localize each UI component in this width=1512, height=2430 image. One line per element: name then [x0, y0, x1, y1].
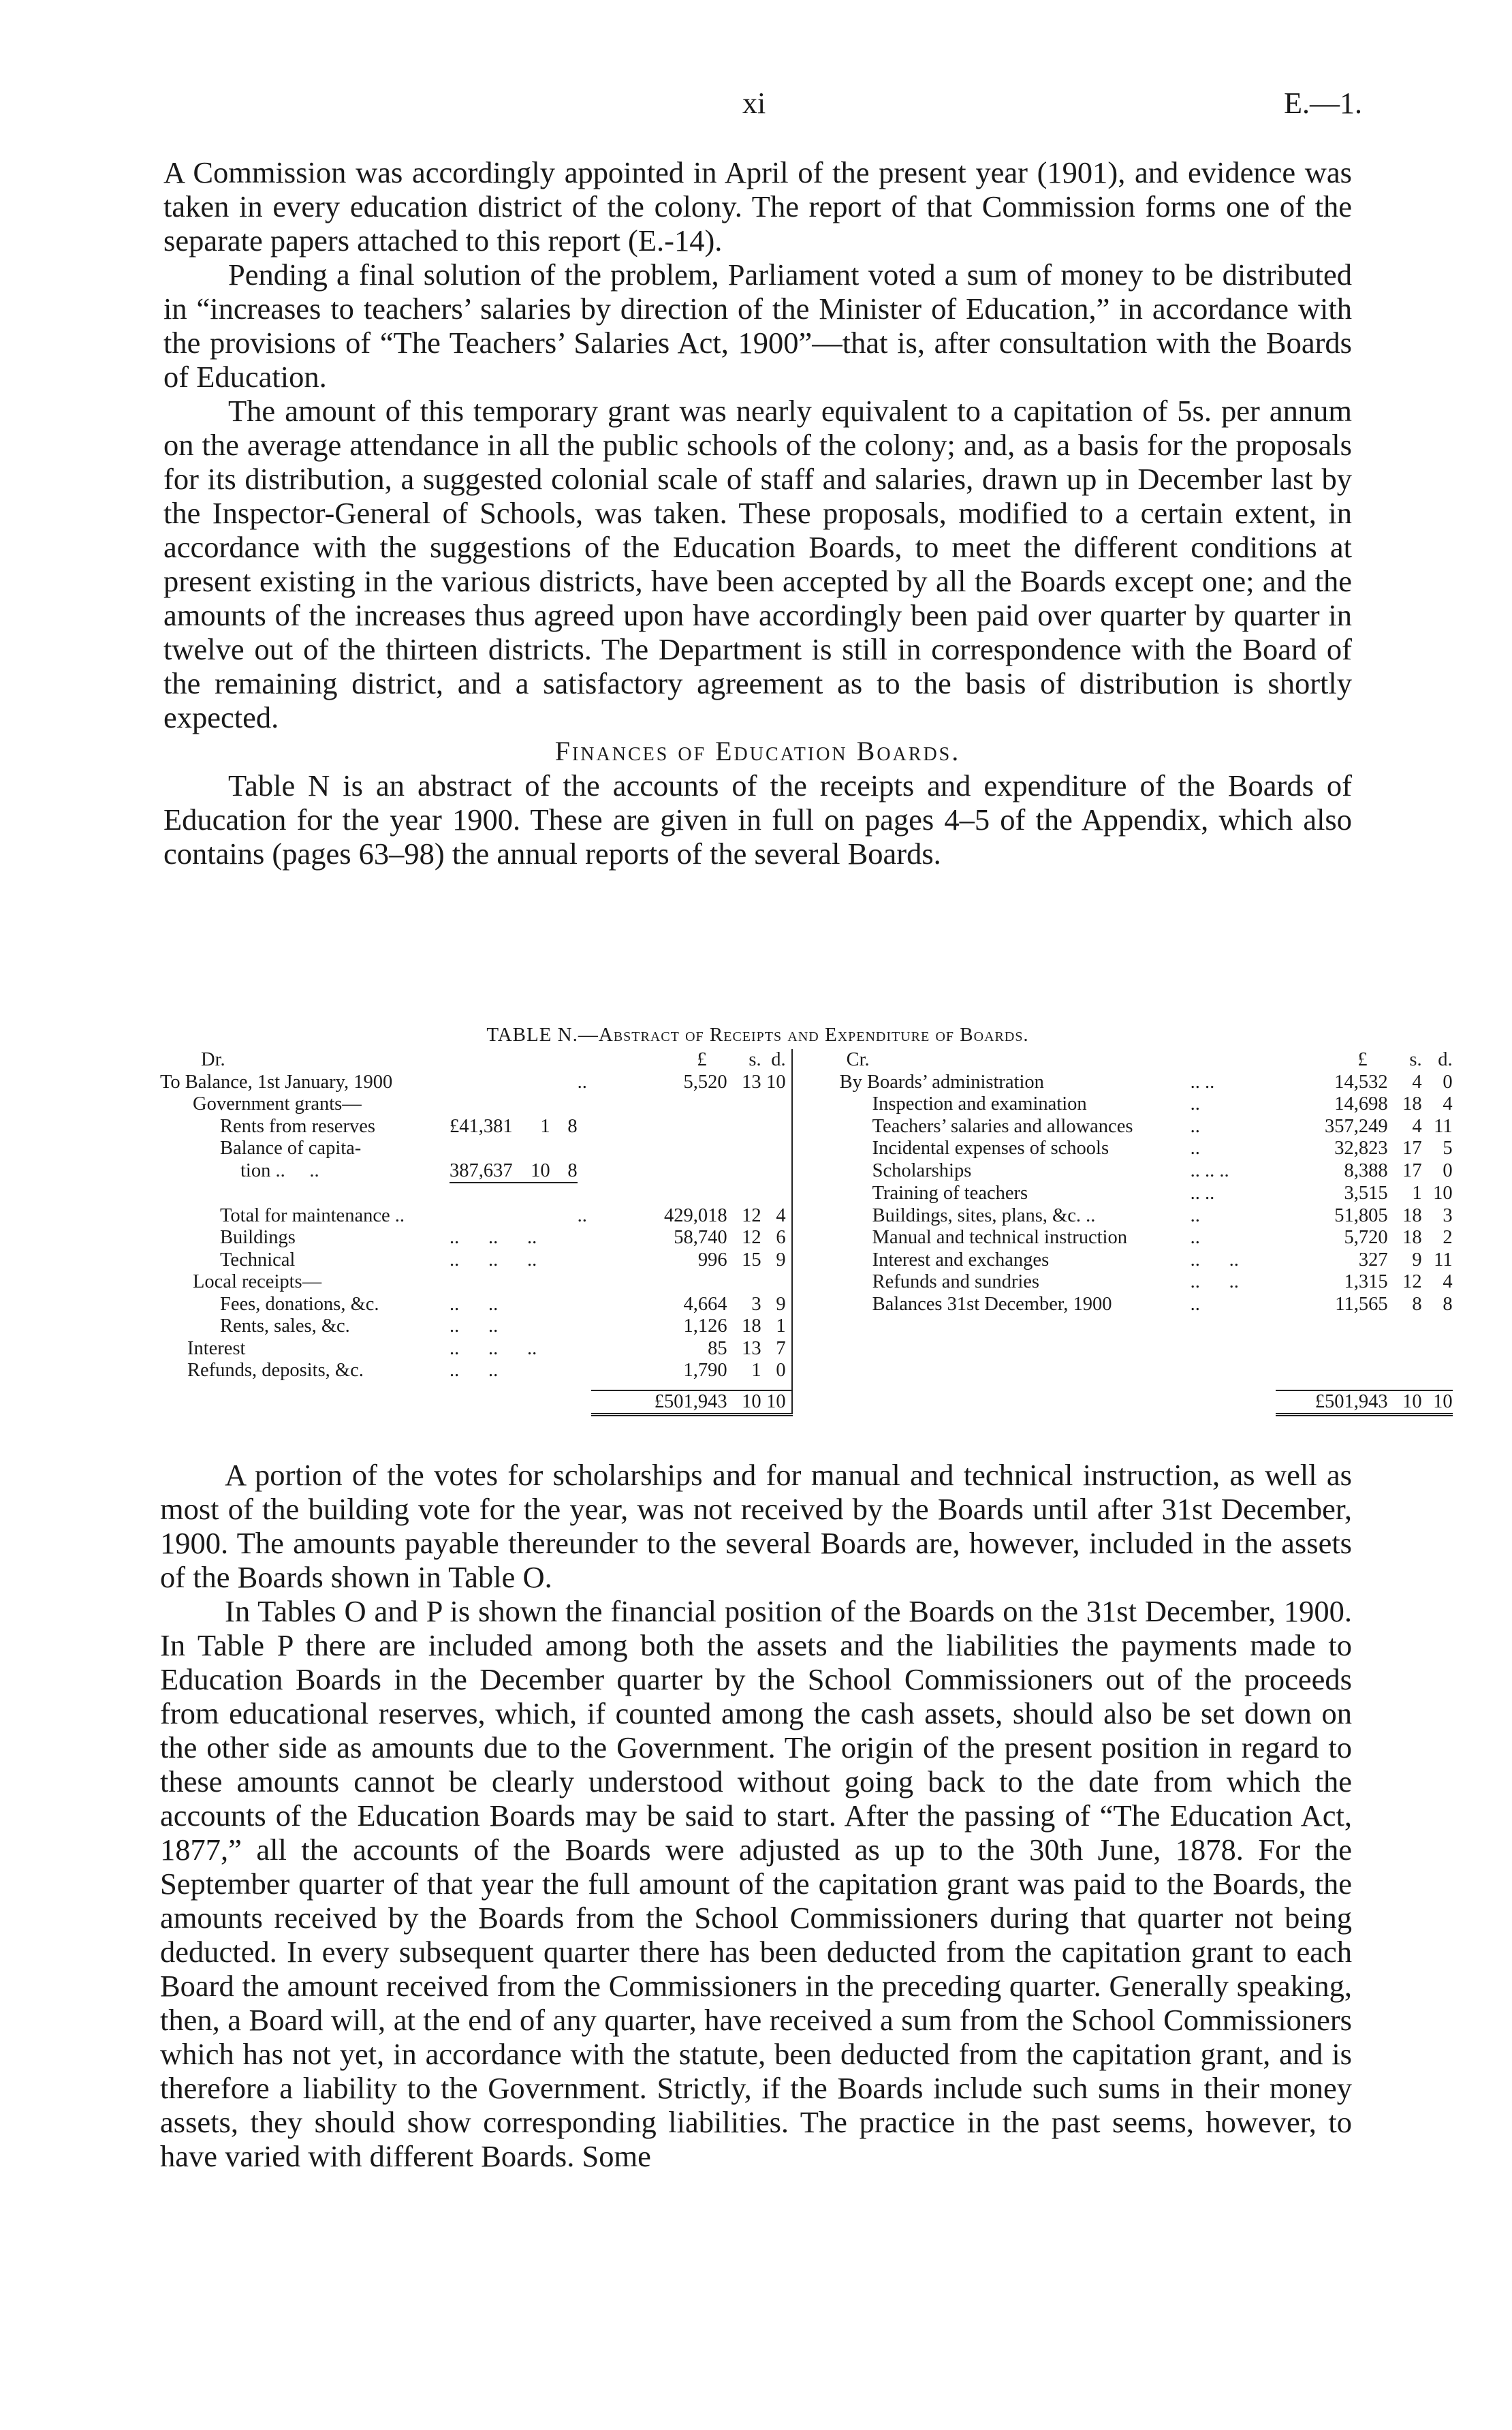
left-pence-header: d.	[771, 1049, 786, 1070]
paragraph-pending: Pending a final solution of the problem, Parliament voted a sum of money to be distributed in “increases to teachers’ salaries by direction of the Minister of Education,” in accordance with the provisions of “The Teachers’ Salaries Act, 1900”—that is, after consultation with the Boards of Education.	[163, 258, 1352, 394]
right-pence-header: d.	[1438, 1049, 1453, 1070]
top-text-block	[163, 155, 1352, 871]
paragraph-votes-portion: A portion of the votes for scholarships and for manual and technical instruction, as well as most of the building vote for the year, was not received by the Boards until after 31st December, 1900. The amounts payable thereunder to the several Boards are, however, included in the assets of the Boards shown in Table O.	[160, 1458, 1352, 1594]
paragraph-tables-o-p: In Tables O and P is shown the financial position of the Boards on the 31st December, 1900. In Table P there are included among both the assets and the liabilities the payments made to Education Boards in the December quarter by the School Commissioners out of the proceeds from educational reserves, which, if counted among the cash assets, should also be set down on the other side as amounts due to the Government. The origin of the present position in regard to these amounts cannot be clearly understood without going back to the date from which the accounts of the Education Boards may be said to start. After the passing of “The Education Act, 1877,” all the accounts of the Boards were adjusted as up to the 30th June, 1878. For the September quarter of that year the full amount of the capitation grant was paid to the Boards, the amounts received by the Boards from the School Commissioners during that quarter not being deducted. In every subsequent quarter there has been deducted from the capitation grant to each Board the amount received from the Commissioners in the preceding quarter. Generally speaking, then, a Board will, at the end of any quarter, have received a sum from the School Commissioners which has not yet, in accordance with the statute, been deducted from the capitation grant, and is therefore a liability to the Government. Strictly, if the Boards include such sums in their money assets, they should show corresponding liabilities. The practice in the past seems, however, to have varied with different Boards. Some	[160, 1594, 1352, 2173]
table-row: Rents from reserves £41,381 1 8 Teachers’ salaries and allowances .. 357,249 4 11	[220, 1115, 1453, 1137]
table-row: Buildings .. .. .. 58,740 12 6 Manual and technical instruction .. 5,720 18 2	[220, 1227, 1453, 1248]
table-n-title-rest: Abstract of Receipts and Expenditure of Boards.	[598, 1024, 1029, 1046]
table-n	[160, 1049, 1453, 1416]
table-row: Local receipts— Refunds and sundries .. .. 1,315 12 4	[193, 1271, 1453, 1292]
left-shillings-header: s.	[749, 1049, 761, 1070]
table-row: Training of teachers .. .. 3,515 1 10	[160, 1183, 1453, 1205]
table-row: Total for maintenance .. .. 429,018 12 4 Buildings, sites, plans, &c. .. .. 51,805 18 3	[220, 1204, 1453, 1226]
table-n-title	[163, 1023, 1352, 1046]
cr-label: Cr.	[846, 1049, 870, 1070]
paragraph-commission: A Commission was accordingly appointed in April of the present year (1901), and evidence was taken in every education district of the colony. The report of that Commission forms one of the separate papers attached to this report (E.-14).	[163, 155, 1352, 258]
right-shillings-header: s.	[1409, 1049, 1422, 1070]
dr-label: Dr.	[201, 1049, 225, 1070]
table-row: Government grants— Inspection and examination .. 14,698 18 4	[193, 1093, 1453, 1115]
table-row: Fees, donations, &c. .. .. 4,664 3 9 Balances 31st December, 1900 .. 11,565 8 8	[220, 1293, 1453, 1315]
bottom-text-block	[160, 1458, 1352, 2173]
table-header-row	[160, 1049, 1453, 1072]
paragraph-table-n-intro: Table N is an abstract of the accounts of the receipts and expenditure of the Boards of Education for the year 1900. These are given in full on pages 4–5 of the Appendix, which also contains (pages 63–98) the annual reports of the several Boards.	[163, 768, 1352, 871]
table-row: Refunds, deposits, &c. .. .. 1,790 1 0	[160, 1360, 1453, 1382]
paragraph-temporary-grant: The amount of this temporary grant was nearly equivalent to a capitation of 5s. per annum on the average attendance in all the public schools of the colony; and, as a basis for the proposals for its distribution, a suggested colonial scale of staff and salaries, drawn up in December last by the Inspector-General of Schools, was taken. These proposals, modified to a certain extent, in accordance with the suggestions of the Education Boards, to meet the different conditions at present existing in the various districts, have been accepted by all the Boards except one; and the amounts of the increases thus agreed upon have accordingly been paid over quarter by quarter in twelve out of the thirteen districts. The Department is still in correspondence with the Board of the remaining district, and a satisfactory agreement as to the basis of distribution is shortly expected.	[163, 394, 1352, 734]
document-code: E.—1.	[1284, 87, 1362, 120]
left-pounds-header: £	[697, 1049, 707, 1070]
table-row: Rents, sales, &c. .. .. 1,126 18 1	[160, 1315, 1453, 1338]
page-number: xi	[742, 87, 766, 120]
table-row: tion .. .. 387,637 10 8 Scholarships .. .. .. 8,388 17 0	[160, 1160, 1453, 1183]
table-total-row: £501,943 10 10 £501,943 10 10	[160, 1390, 1453, 1415]
right-pounds-header: £	[1357, 1049, 1368, 1070]
section-heading: Finances of Education Boards.	[554, 736, 961, 766]
table-row: Interest .. .. .. 85 13 7	[160, 1338, 1453, 1360]
table-row: To Balance, 1st January, 1900 .. 5,520 13 10 By Boards’ administration .. .. 14,532 4 0	[160, 1071, 1453, 1093]
spacer-row	[160, 1382, 1453, 1390]
table-row: Balance of capita- Incidental expenses of schools .. 32,823 17 5	[220, 1138, 1453, 1159]
table-row: Technical .. .. .. 996 15 9 Interest and exchanges .. .. 327 9 11	[220, 1249, 1453, 1271]
table-n-title-prefix: TABLE N.—	[486, 1024, 599, 1046]
